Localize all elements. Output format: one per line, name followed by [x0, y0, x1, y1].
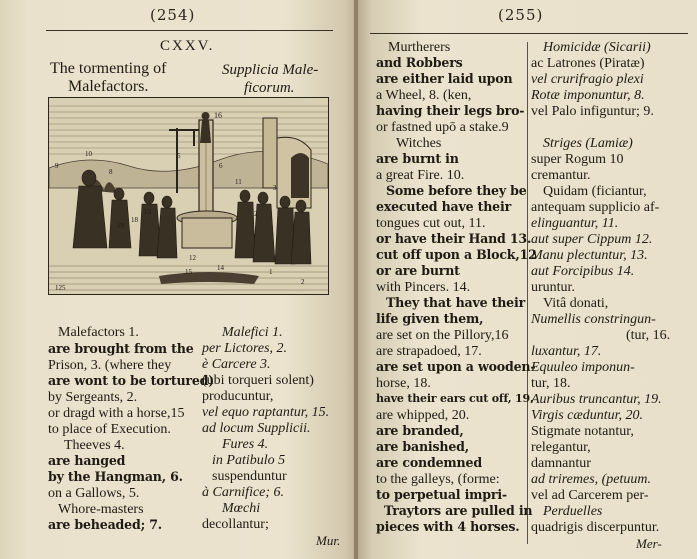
execution-scene-engraving [49, 98, 328, 294]
chapter-number: CXXV. [160, 38, 215, 54]
title-latin [222, 61, 318, 97]
english-line: are branded, [376, 423, 464, 438]
figure-number-8: 8 [109, 168, 113, 176]
english-line: a Wheel, 8. (ken, [376, 88, 472, 103]
latin-line: vel ad Carcerem per- [531, 488, 649, 503]
figure-number-9: 9 [55, 162, 59, 170]
latin-line: Stigmate notantur, [531, 424, 634, 439]
english-line: They that have their [386, 295, 526, 310]
latin-line: Mœchi [222, 501, 261, 516]
latin-line: ad triremes, (petuum. [531, 472, 652, 487]
latin-line: ad locum Supplicii. [202, 421, 311, 436]
english-line: or have their Hand 13. [376, 231, 532, 246]
figure-number-5: 5 [177, 152, 181, 160]
english-line: Theeves 4. [64, 438, 125, 453]
english-line: to the galleys, (forme: [376, 472, 500, 487]
english-line: are banished, [376, 439, 469, 454]
latin-line: super Rogum 10 [531, 152, 624, 167]
title-english-line: Malefactors. [68, 78, 149, 95]
latin-line: ac Latrones (Piratæ) [531, 56, 645, 71]
latin-line: à Carnifice; 6. [202, 485, 285, 500]
latin-line: relegantur, [531, 440, 591, 455]
latin-line: aut super Cippum 12. [531, 232, 653, 247]
latin-line: Homicidæ (Sicarii) [543, 40, 651, 55]
english-line: are condemned [376, 455, 482, 470]
figure-number-12: 12 [189, 254, 196, 262]
figure-number-10: 10 [85, 150, 92, 158]
latin-line: decollantur; [202, 517, 269, 532]
english-line: have their ears cut off, 19. [376, 392, 534, 405]
latin-line: Fures 4. [222, 437, 269, 452]
english-line: with Pincers. 14. [376, 280, 471, 295]
latin-line: cremantur. [531, 168, 591, 183]
latin-line: per Lictores, 2. [202, 341, 288, 356]
english-line: to place of Execution. [48, 422, 171, 437]
latin-line: Auribus truncantur, 19. [531, 392, 662, 407]
english-line: are strapadoed, 17. [376, 344, 482, 359]
latin-line: in Patibulo 5 [212, 453, 286, 468]
latin-line: producuntur, [202, 389, 274, 404]
english-line: are burnt in [376, 151, 459, 166]
figure-number-19: 19 [117, 222, 124, 230]
header-rule [370, 33, 688, 34]
figure-number-1: 1 [269, 268, 273, 276]
woodcut-illustration [48, 97, 329, 295]
latin-line: vel crurifragio plexi [531, 72, 644, 87]
right-catchword: Mer- [636, 536, 662, 551]
english-line: horse, 18. [376, 376, 431, 391]
latin-line: elinguantur, 11. [531, 216, 619, 231]
latin-line: Equuleo imponun- [531, 360, 635, 375]
english-line: Some before they be [386, 183, 527, 198]
figure-number-16: 16 [214, 111, 222, 120]
english-line: tongues cut out, 11. [376, 216, 486, 231]
english-line: Murtherers [388, 40, 451, 55]
header-rule [46, 30, 333, 31]
english-line: are either laid upon [376, 71, 513, 86]
figure-number-18: 18 [131, 216, 138, 224]
english-line: by Sergeants, 2. [48, 390, 138, 405]
english-line: or dragd with a horse,15 [48, 406, 185, 421]
latin-line: vel equo raptantur, 15. [202, 405, 330, 420]
english-line: are beheaded; 7. [48, 517, 162, 532]
english-line: having their legs bro- [376, 103, 525, 118]
title-latin-line: ficorum. [244, 80, 295, 96]
english-line: Malefactors 1. [58, 325, 139, 340]
latin-line: Malefici 1. [222, 325, 283, 340]
english-line: and Robbers [376, 55, 463, 70]
latin-line: è Carcere 3. [202, 357, 271, 372]
latin-line: aut Forcipibus 14. [531, 264, 635, 279]
figure-number-6: 6 [219, 162, 223, 170]
latin-line: vel Palo infiguntur; 9. [531, 104, 654, 119]
title-latin-line: Supplicia Male- [222, 62, 319, 78]
english-line: on a Gallows, 5. [48, 486, 140, 501]
latin-line: quadrigis discerpuntur. [531, 520, 660, 535]
english-line: cut off upon a Block,12 [376, 247, 537, 262]
latin-line: Striges (Lamiæ) [543, 136, 633, 151]
latin-line: luxantur, 17. [531, 344, 602, 359]
english-line: or are burnt [376, 263, 460, 278]
latin-line: damnantur [531, 456, 591, 471]
latin-line: antequam supplicio af- [531, 200, 660, 215]
english-line: Prison, 3. (where they [48, 358, 172, 373]
title-english [50, 60, 166, 96]
english-line: Traytors are pulled in [384, 503, 533, 518]
latin-line: (ubi torqueri solent) [202, 373, 314, 388]
english-line: are wont to be tortured) [48, 373, 215, 388]
title-english-line: The tormenting of [50, 60, 167, 77]
english-line: life given them, [376, 311, 484, 326]
english-line: by the Hangman, 6. [48, 469, 183, 484]
latin-line: Perduelles [543, 504, 603, 519]
right-page-number: (255) [498, 6, 544, 24]
latin-line: uruntur. [531, 280, 575, 295]
left-catchword: Mur. [316, 533, 341, 548]
figure-number-13: 13 [144, 208, 151, 216]
english-line: executed have their [376, 199, 512, 214]
english-line: are set on the Pillory,16 [376, 328, 509, 343]
figure-number-2b: 2 [301, 278, 305, 286]
figure-number-11: 11 [235, 178, 242, 186]
figure-number-14: 14 [217, 264, 224, 272]
column-divider [527, 42, 528, 544]
english-line: Witches [396, 136, 442, 151]
english-line: Whore-masters [58, 502, 144, 517]
english-line: are set upon a wooden- [376, 359, 536, 374]
latin-line: Virgis cæduntur, 20. [531, 408, 644, 423]
latin-line: Vitâ donati, [543, 296, 609, 311]
english-line: or fastned upō a stake.9 [376, 120, 509, 135]
figure-number-2: 2 [254, 210, 258, 218]
left-page-number: (254) [150, 6, 196, 24]
english-line: are hanged [48, 453, 126, 468]
latin-line: (tur, 16. [626, 328, 671, 343]
latin-line: Quidam (ficiantur, [543, 184, 647, 199]
figure-plate-mark: 125 [55, 284, 66, 292]
figure-number-3: 3 [273, 184, 277, 192]
latin-line: Rotæ imponuntur, 8. [531, 88, 645, 103]
latin-line: suspenduntur [212, 469, 287, 484]
english-line: to perpetual impri- [376, 487, 507, 502]
latin-line: Manu plectuntur, 13. [531, 248, 648, 263]
figure-number-15: 15 [185, 268, 192, 276]
english-line: are brought from the [48, 341, 194, 356]
english-line: a great Fire. 10. [376, 168, 465, 183]
latin-line: Numellis constringun- [531, 312, 656, 327]
english-line: are whipped, 20. [376, 408, 470, 423]
latin-line: tur, 18. [531, 376, 571, 391]
english-line: pieces with 4 horses. [376, 519, 520, 534]
